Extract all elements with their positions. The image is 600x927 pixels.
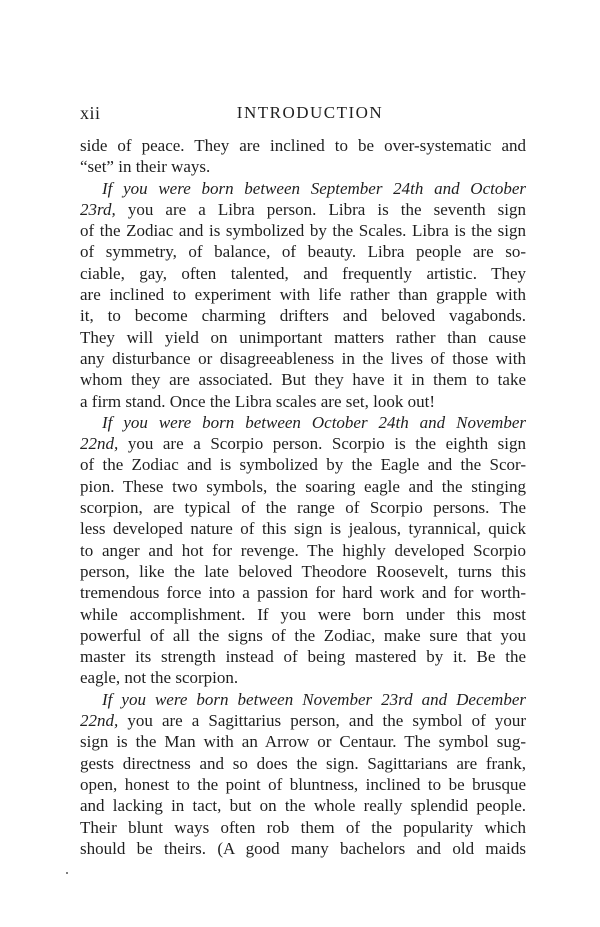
page-number: xii: [80, 103, 101, 123]
text-run: while accomplishment. If you were born under this most: [80, 604, 526, 624]
text-line: [80, 604, 526, 625]
text-line: [80, 497, 526, 518]
text-line: [80, 838, 526, 859]
text-line: [80, 646, 526, 667]
text-run: ciable, gay, often talented, and frequently artistic. They: [80, 263, 526, 283]
text-run: whom they are associated. But they have it in them to take: [80, 370, 526, 390]
text-run: you are a Scorpio person. Scorpio is the eighth sign: [118, 434, 526, 454]
text-run: side of peace. They are inclined to be over-systematic and: [80, 136, 526, 155]
text-line: [80, 220, 526, 241]
text-line: [80, 561, 526, 582]
text-line: [80, 625, 526, 646]
text-run: less developed nature of this sign is jealous, tyrannical, quick: [80, 519, 526, 539]
text-run: person, like the late beloved Theodore Roosevelt, turns this: [80, 561, 526, 581]
text-run: scorpion, are typical of the range of Scorpio persons. The: [80, 498, 526, 518]
text-line: [80, 710, 526, 731]
text-run: of the Zodiac and is symbolized by the Eagle and the Scor-: [80, 455, 526, 475]
text-run: a firm stand. Once the Libra scales are set, look out!: [80, 391, 435, 411]
text-line: [80, 753, 526, 774]
text-line: [80, 241, 526, 262]
text-line: [80, 667, 526, 688]
text-line: [80, 476, 526, 497]
italic-run: If you were born between October 24th and November: [102, 412, 526, 432]
text-line: [80, 689, 526, 710]
text-line: [80, 774, 526, 795]
text-run: sign is the Man with an Arrow or Centaur. The symbol sug-: [80, 732, 526, 752]
text-line: [80, 391, 526, 412]
text-run: pion. These two symbols, the soaring eagle and the stinging: [80, 476, 526, 496]
text-run: it, to become charming drifters and beloved vagabonds.: [80, 306, 526, 326]
text-run: master its strength instead of being mastered by it. Be the: [80, 647, 526, 667]
page-header: [80, 103, 526, 127]
text-line: [80, 433, 526, 454]
text-line: [80, 348, 526, 369]
text-run: and lacking in tact, but on the whole really splendid people.: [80, 796, 526, 816]
text-line: [80, 178, 526, 199]
italic-run: If you were born between September 24th and October: [102, 178, 526, 198]
text-line: [80, 199, 526, 220]
text-run: you are a Libra person. Libra is the seventh sign: [115, 199, 526, 219]
italic-run: 22nd,: [80, 711, 119, 731]
text-run: should be theirs. (A good many bachelors and old maids: [80, 838, 526, 858]
italic-run: If you were born between November 23rd and December: [102, 689, 526, 709]
body-text: [80, 135, 526, 859]
text-run: of the Zodiac and is symbolized by the Scales. Libra is the sign: [80, 221, 526, 241]
text-run: tremendous force into a passion for hard work and for worth-: [80, 583, 526, 603]
text-run: eagle, not the scorpion.: [80, 668, 239, 688]
text-line: [80, 582, 526, 603]
text-line: [80, 305, 526, 326]
text-line: [80, 369, 526, 390]
text-line: [80, 795, 526, 816]
text-line: [80, 817, 526, 838]
text-run: to anger and hot for revenge. The highly developed Scorpio: [80, 540, 526, 560]
text-line: [80, 454, 526, 475]
text-run: of symmetry, of balance, of beauty. Libra people are so-: [80, 242, 526, 262]
text-run: are inclined to experiment with life rather than grapple with: [80, 285, 526, 305]
text-line: [80, 540, 526, 561]
text-run: powerful of all the signs of the Zodiac, make sure that you: [80, 625, 526, 645]
text-line: [80, 327, 526, 348]
text-line: [80, 284, 526, 305]
text-line: [80, 263, 526, 284]
text-run: They will yield on unimportant matters rather than cause: [80, 327, 526, 347]
text-line: [80, 156, 526, 177]
text-line: [80, 518, 526, 539]
running-head: INTRODUCTION: [236, 103, 384, 122]
text-run: gests directness and so does the sign. Sagittarians are frank,: [80, 753, 526, 773]
text-run: open, honest to the point of bluntness, inclined to be brusque: [80, 774, 526, 794]
text-run: “set” in their ways.: [80, 157, 211, 177]
text-line: [80, 731, 526, 752]
text-run: you are a Sagittarius person, and the symbol of your: [118, 711, 526, 731]
text-run: Their blunt ways often rob them of the popularity which: [80, 817, 526, 837]
print-speck: [66, 872, 68, 874]
italic-run: 22nd,: [80, 434, 119, 454]
text-line: [80, 412, 526, 433]
text-line: [80, 135, 526, 156]
text-run: any disturbance or disagreeableness in the lives of those with: [80, 348, 526, 368]
italic-run: 23rd,: [80, 199, 116, 219]
